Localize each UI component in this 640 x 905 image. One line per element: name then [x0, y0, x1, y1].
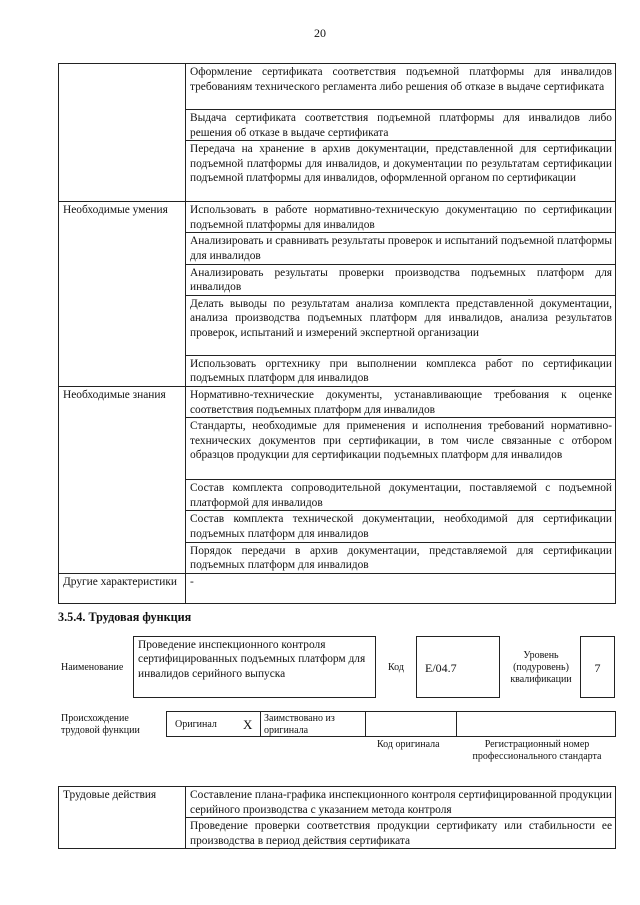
- original-mark: X: [243, 717, 253, 732]
- divider: [365, 712, 366, 737]
- function-name-box: [133, 636, 376, 698]
- table-cell: Составление плана-графика инспекционного контроля сертифицированной продукции серийного производства с указанием метода контроля: [186, 787, 616, 818]
- page-number: 20: [314, 26, 326, 40]
- requirements-table: [58, 63, 616, 604]
- table-row: [59, 202, 616, 233]
- original-label: Оригинал: [175, 719, 217, 730]
- labor-actions-table: [58, 786, 616, 849]
- row-label-other: Другие характеристики: [59, 573, 186, 603]
- table-cell: Порядок передачи в архив документации, представляемой для сертификации подъемных платформ для инвалидов: [186, 542, 616, 573]
- level-value: 7: [594, 661, 601, 675]
- table-cell: Анализировать результаты проверки производства подъемных платформ для инвалидов: [186, 264, 616, 295]
- level-box: [580, 636, 615, 698]
- table-row: [59, 573, 616, 603]
- table-row: [59, 64, 616, 110]
- table-cell: -: [186, 573, 616, 603]
- table-cell: Анализировать и сравнивать результаты проверок и испытаний подъемной платформы для инвалидов: [186, 233, 616, 264]
- table-cell: Делать выводы по результатам анализа комплекта представленной документации, анализа производства подъемных платформ для инвалидов, анализа результатов проверок, испытаний и измерений экспертной организации: [186, 295, 616, 355]
- function-name-value: Проведение инспекционного контроля сертифицированных подъемных платформ для инвалидов серийного выпуска: [138, 639, 366, 680]
- table-cell: Нормативно-технические документы, устанавливающие требования к оценке соответствия подъемных платформ для инвалидов: [186, 386, 616, 417]
- code-label: Код: [388, 662, 404, 673]
- table-cell: Выдача сертификата соответствия подъемной платформы для инвалидов либо решения об отказе в выдаче сертификата: [186, 110, 616, 141]
- origin-table: [166, 711, 616, 737]
- code-value: E/04.7: [425, 661, 457, 675]
- table-cell: Состав комплекта сопроводительной документации, поставляемой с подъемной платформой для инвалидов: [186, 480, 616, 511]
- row-label-knowledge: Необходимые знания: [59, 386, 186, 573]
- row-label-skills: Необходимые умения: [59, 202, 186, 387]
- borrowed-label: Заимствовано из оригинала: [264, 713, 335, 736]
- table-row: [59, 386, 616, 417]
- table-row: [59, 787, 616, 818]
- table-cell: Использовать оргтехнику при выполнении комплекса работ по сертификации подъемных платформ для инвалидов: [186, 355, 616, 386]
- divider: [456, 712, 457, 737]
- table-cell: Состав комплекта технической документации, необходимой для сертификации подъемных платформ для инвалидов: [186, 511, 616, 542]
- section-heading: 3.5.4. Трудовая функция: [58, 610, 192, 624]
- table-cell: Проведение проверки соответствия продукции сертификату или стабильности ее производства в период действия сертификата: [186, 818, 616, 849]
- table-cell: Оформление сертификата соответствия подъемной платформы для инвалидов требованиям технического регламента либо решения об отказе в выдаче сертификата: [186, 64, 616, 110]
- table-cell: Использовать в работе нормативно-техническую документацию по сертификации подъемной платформы для инвалидов: [186, 202, 616, 233]
- name-label: Наименование: [61, 662, 124, 673]
- row-label-actions: Трудовые действия: [59, 787, 186, 849]
- code-original-label: Код оригинала: [377, 739, 440, 750]
- row-label-continuation: [59, 64, 186, 202]
- divider: [260, 712, 261, 737]
- code-box: [416, 636, 500, 698]
- reg-number-label: Регистрационный номер профессионального стандарта: [472, 739, 602, 762]
- table-cell: Передача на хранение в архив документации, представленной для сертификации подъемной платформы для инвалидов, и документации по результатам сертификации подъемной платформы для инвалидов, оформленной органом по сертификации: [186, 141, 616, 202]
- origin-label: Происхождение трудовой функции: [61, 713, 140, 736]
- table-cell: Стандарты, необходимые для применения и исполнения требований нормативно-технических документов при сертификации, в том числе связанные с отбором образцов продукции для сертификации подъемных платформ для инвалидов: [186, 418, 616, 480]
- level-label: Уровень (подуровень) квалификации: [510, 650, 572, 685]
